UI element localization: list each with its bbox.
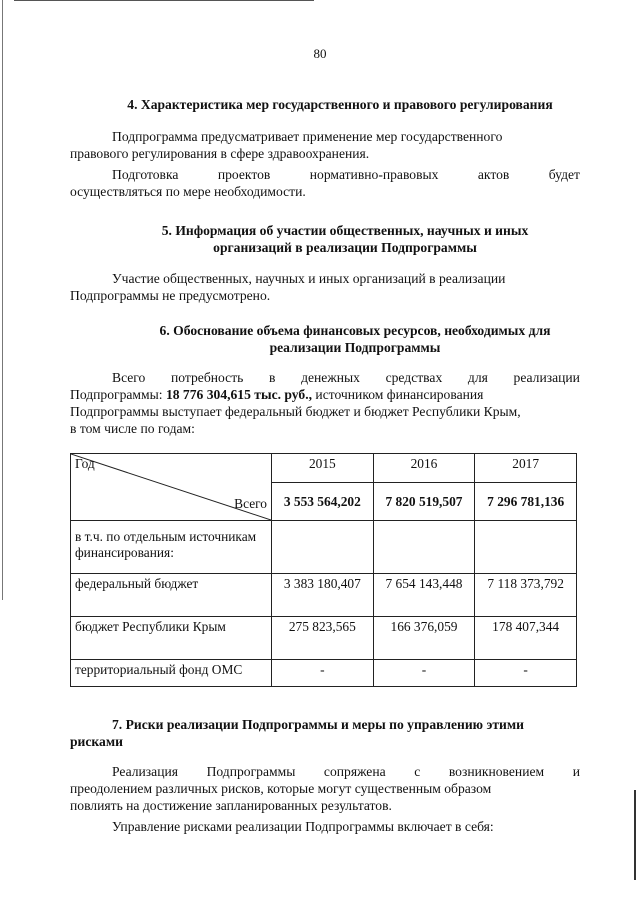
empty-cell xyxy=(272,521,374,574)
table-row xyxy=(71,574,577,617)
word: будет xyxy=(548,167,580,182)
table-row xyxy=(71,660,577,687)
table-row xyxy=(71,521,577,574)
text-line: Участие общественных, научных и иных организаций в реализации xyxy=(112,271,506,286)
financing-table xyxy=(70,453,577,687)
word: проектов xyxy=(217,167,271,182)
row-value: 178 407,344 xyxy=(475,617,577,660)
word: для xyxy=(467,370,488,385)
word: сопряжена xyxy=(323,764,386,779)
row-value: 7 654 143,448 xyxy=(373,574,475,617)
header-year-label: Год xyxy=(75,456,95,471)
word: денежных xyxy=(301,370,360,385)
row-value: 7 118 373,792 xyxy=(475,574,577,617)
section-5-paragraph xyxy=(70,270,580,304)
word: Подготовка xyxy=(112,167,179,182)
row-label: федеральный бюджет xyxy=(71,574,272,617)
row-value: - xyxy=(272,660,374,687)
word: возникновением xyxy=(448,764,545,779)
row-value: 275 823,565 xyxy=(272,617,374,660)
year-header: 2016 xyxy=(373,454,475,483)
section-7-title xyxy=(70,716,580,750)
title-line: 6. Обоснование объема финансовых ресурсов, необходимых для xyxy=(159,323,551,338)
row-label: бюджет Республики Крым xyxy=(71,617,272,660)
title-line: 7. Риски реализации Подпрограммы и меры по управлению этими xyxy=(112,717,524,732)
year-header: 2015 xyxy=(272,454,374,483)
section-7-paragraph-1 xyxy=(70,763,580,814)
scan-edge-top xyxy=(14,0,314,1)
text-line: Подпрограммы выступает федеральный бюджет и бюджет Республики Крым, xyxy=(70,404,521,419)
header-total-label: Всего xyxy=(234,496,267,511)
total-value: 7 296 781,136 xyxy=(475,483,577,521)
section-6-title xyxy=(70,322,640,356)
page-number: 80 xyxy=(313,46,327,61)
total-value: 3 553 564,202 xyxy=(272,483,374,521)
word: Реализация xyxy=(112,764,178,779)
word: реализации xyxy=(513,370,580,385)
scan-edge-left xyxy=(2,0,3,600)
text-line: Управление рисками реализации Подпрограммы включает в себя: xyxy=(112,819,494,834)
word: и xyxy=(572,764,580,779)
row-value: 3 383 180,407 xyxy=(272,574,374,617)
diagonal-header-cell xyxy=(71,454,272,521)
text-line: повлиять на достижение запланированных результатов. xyxy=(70,798,392,813)
title-line: 5. Информация об участии общественных, научных и иных xyxy=(161,223,529,238)
row-value: - xyxy=(373,660,475,687)
section-4-paragraph-2 xyxy=(70,166,580,200)
row-label: в т.ч. по отдельным источникам финансирования: xyxy=(71,521,272,574)
text-line: Подпрограммы не предусмотрено. xyxy=(70,288,271,303)
empty-cell xyxy=(373,521,475,574)
word: нормативно-правовых xyxy=(309,167,439,182)
word: в xyxy=(269,370,276,385)
scan-edge-right xyxy=(634,790,636,880)
word: потребность xyxy=(171,370,244,385)
word: с xyxy=(414,764,421,779)
section-4-title: 4. Характеристика мер государственного и правового регулирования xyxy=(127,97,553,112)
word: средствах xyxy=(385,370,443,385)
word: Всего xyxy=(112,370,146,385)
title-line: реализации Подпрограммы xyxy=(269,340,441,355)
text-line: правового регулирования в сфере здравоохранения. xyxy=(70,146,370,161)
text-line: Подпрограмма предусматривает применение мер государственного xyxy=(112,129,503,144)
row-label: территориальный фонд ОМС xyxy=(71,660,272,687)
total-amount: 18 776 304,615 тыс. руб., xyxy=(165,387,313,402)
section-6-paragraph xyxy=(70,369,580,437)
word: актов xyxy=(477,167,510,182)
table-row xyxy=(71,617,577,660)
year-header: 2017 xyxy=(475,454,577,483)
title-line: рисками xyxy=(70,734,123,749)
text-line: преодолением различных рисков, которые могут существенным образом xyxy=(70,781,492,796)
text-fragment: источником финансирования xyxy=(312,387,484,402)
section-5-title xyxy=(70,222,620,256)
row-value: - xyxy=(475,660,577,687)
word: Подпрограммы xyxy=(206,764,296,779)
section-4-paragraph-1 xyxy=(70,128,580,162)
empty-cell xyxy=(475,521,577,574)
text-line: в том числе по годам: xyxy=(70,421,195,436)
title-line: организаций в реализации Подпрограммы xyxy=(213,240,477,255)
row-value: 166 376,059 xyxy=(373,617,475,660)
section-7-paragraph-2 xyxy=(70,818,580,835)
text-fragment: Подпрограммы: xyxy=(70,387,166,402)
text-line: осуществляться по мере необходимости. xyxy=(70,184,306,199)
total-value: 7 820 519,507 xyxy=(373,483,475,521)
table-row-header xyxy=(71,454,577,483)
